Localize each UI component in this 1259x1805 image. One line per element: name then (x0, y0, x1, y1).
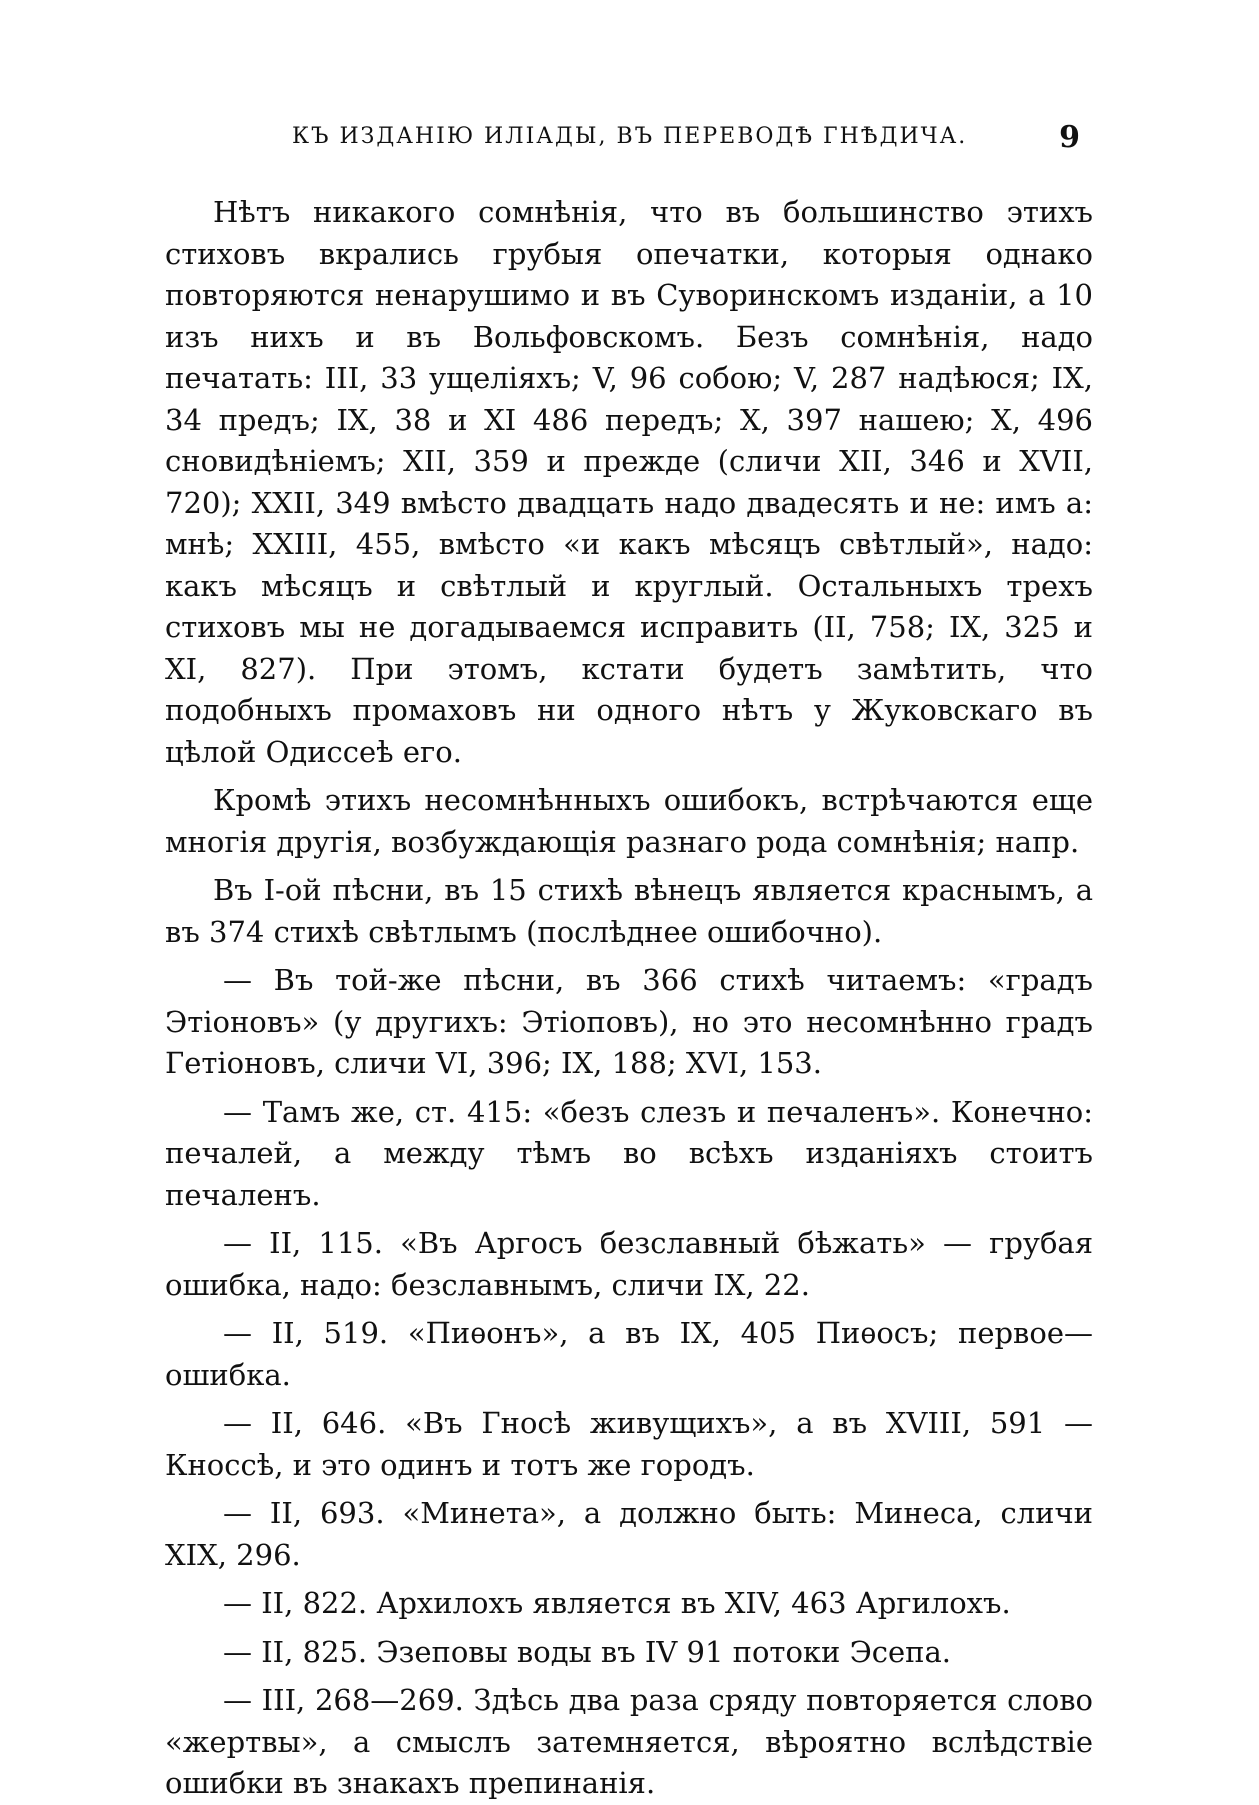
paragraph: Нѣтъ никакого сомнѣнія, что въ большинство этихъ стиховъ вкрались грубыя опечатки, которыя однако повторяются ненарушимо и въ Суворинскомъ изданіи, а 10 изъ нихъ и въ Вольфовскомъ. Безъ сомнѣнія, надо печатать: III, 33 ущеліяхъ; V, 96 собою; V, 287 надѣюся; IX, 34 предъ; IX, 38 и XI 486 передъ; X, 397 нашею; X, 496 сновидѣніемъ; XII, 359 и прежде (сличи XII, 346 и XVII, 720); XXII, 349 вмѣсто двадцать надо двадесять и не: имъ а: мнѣ; XXIII, 455, вмѣсто «и какъ мѣсяцъ свѣтлый», надо: какъ мѣсяцъ и свѣтлый и круглый. Остальныхъ трехъ стиховъ мы не догадываемся исправить (II, 758; IX, 325 и XI, 827). При этомъ, кстати будетъ замѣтить, что подобныхъ промаховъ ни одного нѣтъ у Жуковскаго въ цѣлой Одиссеѣ его. (165, 195, 1093, 769)
entry-paragraph: — Тамъ же, ст. 415: «безъ слезъ и печаленъ». Конечно: печалей, а между тѣмъ во всѣхъ изданіяхъ стоитъ печаленъ. (165, 1094, 1093, 1212)
entry-paragraph: — II, 825. Эзеповы воды въ IV 91 потоки Эсепа. (223, 1634, 952, 1669)
running-head: КЪ ИЗДАНІЮ ИЛІАДЫ, ВЪ ПЕРЕВОДѢ ГНѢДИЧА. (292, 124, 968, 149)
page-body (165, 192, 1093, 1805)
paragraph: Кромѣ этихъ несомнѣнныхъ ошибокъ, встрѣчаются еще многія другія, возбуждающія разнаго рода сомнѣнія; напр. (165, 783, 1093, 859)
page-number: 9 (1059, 120, 1080, 155)
entry-paragraph: — II, 693. «Минета», а должно быть: Минеса, сличи XIX, 296. (165, 1496, 1093, 1572)
entry-paragraph: — II, 519. «Пиѳонъ», а въ IX, 405 Пиѳосъ; первое—ошибка. (165, 1316, 1093, 1392)
entry-paragraph: — II, 646. «Въ Гносѣ живущихъ», а въ XVIII, 591 — Кноссѣ, и это одинъ и тотъ же городъ. (165, 1406, 1093, 1482)
entry-paragraph: — II, 115. «Въ Аргосъ безславный бѣжать» — грубая ошибка, надо: безславнымъ, сличи IX, 22. (165, 1226, 1093, 1302)
entry-paragraph: — III, 268—269. Здѣсь два раза сряду повторяется слово «жертвы», а смыслъ затемняется, вѣроятно вслѣдствіе ошибки въ знакахъ препинанія. (165, 1683, 1093, 1800)
entry-paragraph: — Въ той-же пѣсни, въ 366 стихѣ читаемъ: «градъ Этіоновъ» (у другихъ: Этіоповъ), но это несомнѣнно градъ Гетіоновъ, сличи VI, 396; IX, 188; XVI, 153. (165, 963, 1093, 1080)
paragraph: Въ I-ой пѣсни, въ 15 стихѣ вѣнецъ является краснымъ, а въ 374 стихѣ свѣтлымъ (послѣднее ошибочно). (165, 873, 1093, 949)
entry-paragraph: — II, 822. Архилохъ является въ XIV, 463 Аргилохъ. (223, 1586, 1011, 1620)
page-header (180, 120, 1080, 160)
